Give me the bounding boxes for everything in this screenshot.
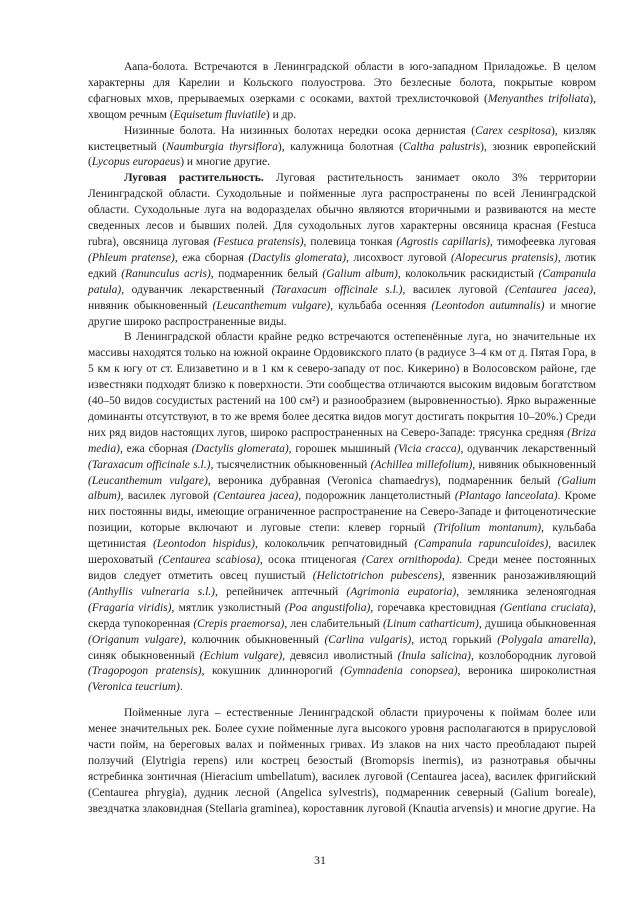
text-run: , одуванчик лекарственный: [121, 283, 272, 296]
text-run: , тимофеевка луговая: [490, 235, 596, 248]
latin-species-name: (Dactylis glomerata): [191, 442, 289, 455]
text-run: . Среди менее постоянных видов следует отметить овсец пушистый: [88, 554, 597, 582]
text-run: Пойменные луга – естественные Ленинградской области приурочены к поймам более или менее значительных рек. Более сухие пойменные луга высокого уровня располагаются в прирусловой части пойм, на береговых валах и пойменных гривах. Из злаков на них часто преобладают пырей ползучий (Elytrigia repens) или кострец безостый (Bromopsis inermis), из разнотравья обычны ястребинка зонтичная (Hieracium umbellatum), василек луговой (Centaurea jacea), василек фригийский (Centaurea phrygia), дудник лесной (Angelica sylvestris), подмаренник северный (Galium boreale), звездчатка злаковидная (Stellaria graminea), короставник луговой (Knautia arvensis) и многие другие. На: [88, 707, 596, 815]
latin-species-name: (Vicia cracca): [394, 442, 461, 455]
text-run: , кульбаба осенняя: [330, 299, 432, 312]
text-run: , девясил иволистный: [282, 649, 398, 662]
text-run: , тысячелистник обыкновенный: [210, 458, 371, 471]
text-run: , подмаренник белый: [210, 267, 323, 280]
text-run: , язвенник ранозаживляющий: [441, 570, 596, 582]
latin-species-name: (Poa angustifolia): [284, 601, 371, 614]
text-run: , колокольчик репчатовидный: [254, 538, 415, 551]
text-run: ), хвощом речным (: [88, 92, 596, 121]
latin-species-name: (Anthyllis vulneraria s.l.): [88, 585, 215, 598]
text-run: , осока птиценогая: [259, 554, 362, 567]
latin-species-name: (Agrostis capillaris): [396, 235, 491, 248]
text-run: ) и др.: [265, 108, 297, 121]
latin-species-name: (Galium album): [322, 267, 398, 280]
latin-species-name: (Crepis praemorsa): [193, 617, 285, 630]
text-run: , лисохвост луговой: [346, 251, 452, 264]
text-run: , василек луговой: [120, 490, 214, 503]
text-run: ), калужница болотная (: [277, 140, 403, 153]
text-run: Низинные болота. На низинных болотах нередки осока дернистая (: [124, 124, 476, 137]
latin-species-name: (Gentiana cruciata): [500, 601, 594, 614]
text-run: , репейничек аптечный: [214, 585, 347, 598]
text-run: , лютик едкий: [88, 251, 596, 280]
latin-species-name: (Dactylis glomerata): [248, 251, 347, 264]
latin-species-name: (Echium vulgare): [199, 649, 283, 662]
text-run: , кульбаба щетинистая: [88, 522, 596, 551]
text-run: Луговая растительность занимает около 3% территории Ленинградской области. Суходольные и пойменные луга распространены по всей Ленинградской области. Суходольные луга на водоразделах обычно являются вторичными и развиваются на месте сведенных лесов и бывших полей. Для суходольных лугов характерны овсяница красная (Festuca rubra), овсяница луговая: [88, 172, 596, 248]
text-run: Аапа-болота. Встречаются в Ленинградской области в юго-западном Приладожье. В целом характерны для Карелии и Кольского полуострова. Это безлесные болота, покрытые ковром сфагновых мхов, прерываемых озерками с осоками, вахтой трехлисточковой (: [88, 61, 596, 105]
latin-species-name: (Inula salicina): [397, 649, 471, 662]
latin-species-name: Equisetum fluviatile: [173, 108, 266, 121]
latin-species-name: (Tragopogon pratensis): [88, 665, 202, 678]
text-run: , истод горький: [411, 633, 498, 646]
latin-species-name: (Polygala amarella): [497, 633, 594, 646]
latin-species-name: (Campanula rapunculoides): [414, 538, 549, 551]
latin-species-name: (Taraxacum officinale s.l.): [88, 458, 211, 471]
paragraph: [88, 330, 596, 696]
text-run: , душица обыкновенная: [478, 617, 596, 630]
text-run: , подорожник ланцетолистный: [298, 490, 455, 503]
text-run: , горошек мышиный: [288, 442, 395, 455]
text-run: , нивяник обыкновенный: [88, 283, 597, 312]
text-run: , земляника зеленоягодная: [456, 585, 597, 598]
latin-species-name: (Galium album): [88, 474, 596, 503]
latin-species-name: (Origanum vulgare): [88, 633, 184, 646]
latin-species-name: (Leontodon autumnalis): [431, 299, 545, 312]
latin-species-name: (Fragaria viridis): [88, 601, 172, 614]
text-run: .: [179, 681, 183, 694]
text-run: , вероника широколистная: [457, 665, 596, 678]
paragraph: [88, 124, 596, 172]
latin-species-name: (Leontodon hispidus): [152, 538, 255, 551]
paragraph: [88, 171, 596, 330]
text-run: и многие другие широко распространенные виды.: [88, 299, 596, 328]
page-number: 31: [314, 853, 326, 867]
text-run: , синяк обыкновенный: [88, 633, 596, 662]
text-run: , горечавка крестовидная: [370, 601, 501, 614]
latin-species-name: (Plantago lanceolata): [454, 490, 558, 503]
latin-species-name: (Helictotrichon pubescens): [312, 570, 442, 582]
text-run: , кокушник длиннорогий: [201, 665, 341, 678]
latin-species-name: (Achillea millefolium): [370, 458, 473, 471]
latin-species-name: (Ranunculus acris): [121, 267, 211, 280]
bold-heading: Луговая растительность.: [124, 172, 264, 185]
latin-species-name: (Leucanthemum vulgare): [212, 299, 331, 312]
text-run: ) и многие другие.: [180, 156, 271, 169]
latin-species-name: (Linum catharticum): [382, 617, 479, 630]
latin-species-name: (Centaurea jacea): [504, 283, 594, 296]
latin-species-name: Menyanthes trifoliata: [487, 92, 590, 105]
text-run: , ежа сборная: [174, 251, 249, 264]
latin-species-name: Naumburgia thyrsiflora: [166, 140, 278, 153]
text-run: , одуванчик лекарственный: [460, 442, 596, 455]
latin-species-name: Lycopus europaeus: [91, 156, 181, 169]
text-run: , лен слабительный: [284, 617, 383, 630]
text-run: ), кизляк кистецветный (: [88, 124, 596, 153]
text-run: В Ленинградской области крайне редко встречаются остепенённые луга, но значительные их массивы находятся только на южной окраине Ордовикского плато (в радиусе 3–4 км от д. Пятая Гора, в 5 км к югу от ст. Елизаветино и в 1 км к северо-западу от пос. Кикерино) в Волосовском районе, где известняки подходят близко к поверхности. Эти сообщества отличаются высоким видовым богатством (40–50 видов сосудистых растений на 100 см²) и разнообразием (выровненностью). Ярко выраженные доминанты отсутствуют, в то же время более десятка видов могут достигать покрытия 10–20%.) Среди них ряд видов настоящих лугов, широко распространенных на Северо-Западе: трясунка средняя: [88, 331, 596, 439]
text-run: , колючник обыкновенный: [183, 633, 325, 646]
latin-species-name: (Trifolium montanum): [433, 522, 542, 535]
text-run: , полевица тонкая: [303, 235, 397, 248]
latin-species-name: (Agrimonia eupatoria): [346, 585, 457, 598]
latin-species-name: (Phleum pratense): [88, 251, 175, 264]
latin-species-name: Carex cespitosa: [475, 124, 551, 137]
latin-species-name: (Briza media): [88, 426, 596, 455]
latin-species-name: Caltha palustris: [402, 140, 481, 153]
text-run: , вероника дубравная (Veronica chamaedrys), подмаренник белый: [207, 474, 558, 487]
paragraph: [88, 706, 596, 817]
text-run: , козлобородник луговой: [470, 649, 597, 662]
text-run: , василек луговой: [402, 283, 505, 296]
latin-species-name: (Carex ornithopoda): [361, 554, 460, 567]
latin-species-name: (Veronica teucrium): [88, 681, 180, 694]
text-run: . Кроме них постоянны виды, имеющие ограниченное распространение на Северо-Западе и фитоценотические позиции, которые включают и луговые степи: клевер горный: [88, 490, 597, 535]
text-run: , ежа сборная: [119, 442, 192, 455]
latin-species-name: (Carlina vulgaris): [324, 633, 412, 646]
latin-species-name: (Campanula patula): [88, 267, 597, 296]
latin-species-name: (Gymnadenia conopsea): [340, 665, 458, 678]
latin-species-name: (Taraxacum officinale s.l.): [271, 283, 403, 296]
page-body: [88, 60, 596, 818]
latin-species-name: (Festuca pratensis): [213, 235, 304, 248]
paragraph: [88, 60, 596, 124]
latin-species-name: (Centaurea scabiosa): [158, 554, 260, 567]
text-run: , василек шероховатый: [88, 538, 596, 567]
text-run: , скерда тупокоренная: [88, 601, 596, 630]
text-run: ), зюзник европейский (: [88, 140, 596, 169]
latin-species-name: (Leucanthemum vulgare): [88, 474, 208, 487]
latin-species-name: (Alopecurus pratensis): [451, 251, 558, 264]
text-run: , нивяник обыкновенный: [472, 458, 596, 471]
text-run: , колокольчик раскидистый: [397, 267, 539, 280]
text-run: , мятлик узколистный: [171, 601, 285, 614]
latin-species-name: (Centaurea jacea): [213, 490, 299, 503]
